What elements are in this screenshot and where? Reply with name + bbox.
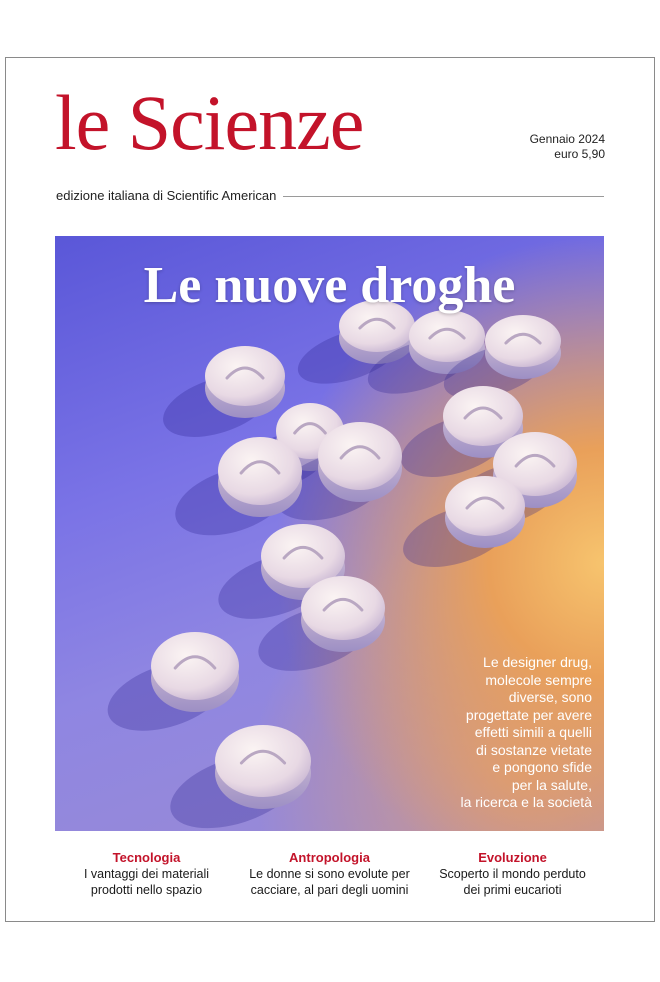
teaser-line: Scoperto il mondo perduto — [439, 867, 586, 881]
teaser-line: dei primi eucarioti — [463, 883, 562, 897]
masthead-logo: le Scienze — [55, 79, 364, 166]
teaser-line: prodotti nello spazio — [90, 883, 203, 897]
issue-price: euro 5,90 — [554, 147, 605, 161]
teaser-tecnologia[interactable] — [55, 849, 238, 898]
teaser-kicker: Antropologia — [289, 850, 370, 865]
blurb-line: Le designer drug, — [483, 654, 592, 670]
blurb-line: e pongono sfide — [492, 759, 592, 775]
tagline-rule — [283, 196, 604, 197]
blurb-line: molecole sempre — [485, 671, 592, 688]
blurb-line: diverse, sono — [508, 689, 592, 705]
blurb-line: effetti simili a quelli — [474, 724, 592, 740]
teaser-line: I vantaggi dei materiali — [83, 867, 210, 881]
blurb-line: di sostanze vietate — [476, 741, 592, 758]
teaser-kicker: Evoluzione — [478, 850, 547, 865]
teaser-text — [238, 866, 421, 898]
cover-image — [55, 236, 604, 831]
pill-top — [151, 632, 239, 700]
blurb-line: progettate per avere — [465, 706, 592, 723]
teaser-evoluzione[interactable] — [421, 849, 604, 898]
pill-top — [443, 386, 523, 446]
pill-top — [205, 346, 285, 406]
pill-top — [215, 725, 311, 797]
teaser-text — [55, 866, 238, 898]
teaser-line: Le donne si sono evolute per — [249, 867, 410, 881]
pill-top — [485, 315, 561, 367]
teaser-text — [421, 866, 604, 898]
teaser-antropologia[interactable] — [238, 849, 421, 898]
pill-top — [445, 476, 525, 536]
teasers — [55, 849, 604, 909]
cover-headline: Le nuove droghe — [143, 257, 516, 314]
pill-top — [301, 576, 385, 640]
teaser-kicker: Tecnologia — [112, 850, 181, 865]
issue-info — [530, 132, 605, 162]
pill-top — [409, 310, 485, 362]
blurb-line: la ricerca e la società — [460, 794, 592, 810]
blurb-line: per la salute, — [511, 776, 592, 793]
teaser-line: cacciare, al pari degli uomini — [250, 883, 409, 897]
pill-top — [218, 437, 302, 505]
pill-top — [318, 422, 402, 490]
cover-blurb — [362, 654, 592, 812]
issue-date: Gennaio 2024 — [529, 132, 605, 146]
tagline: edizione italiana di Scientific American — [56, 188, 277, 203]
